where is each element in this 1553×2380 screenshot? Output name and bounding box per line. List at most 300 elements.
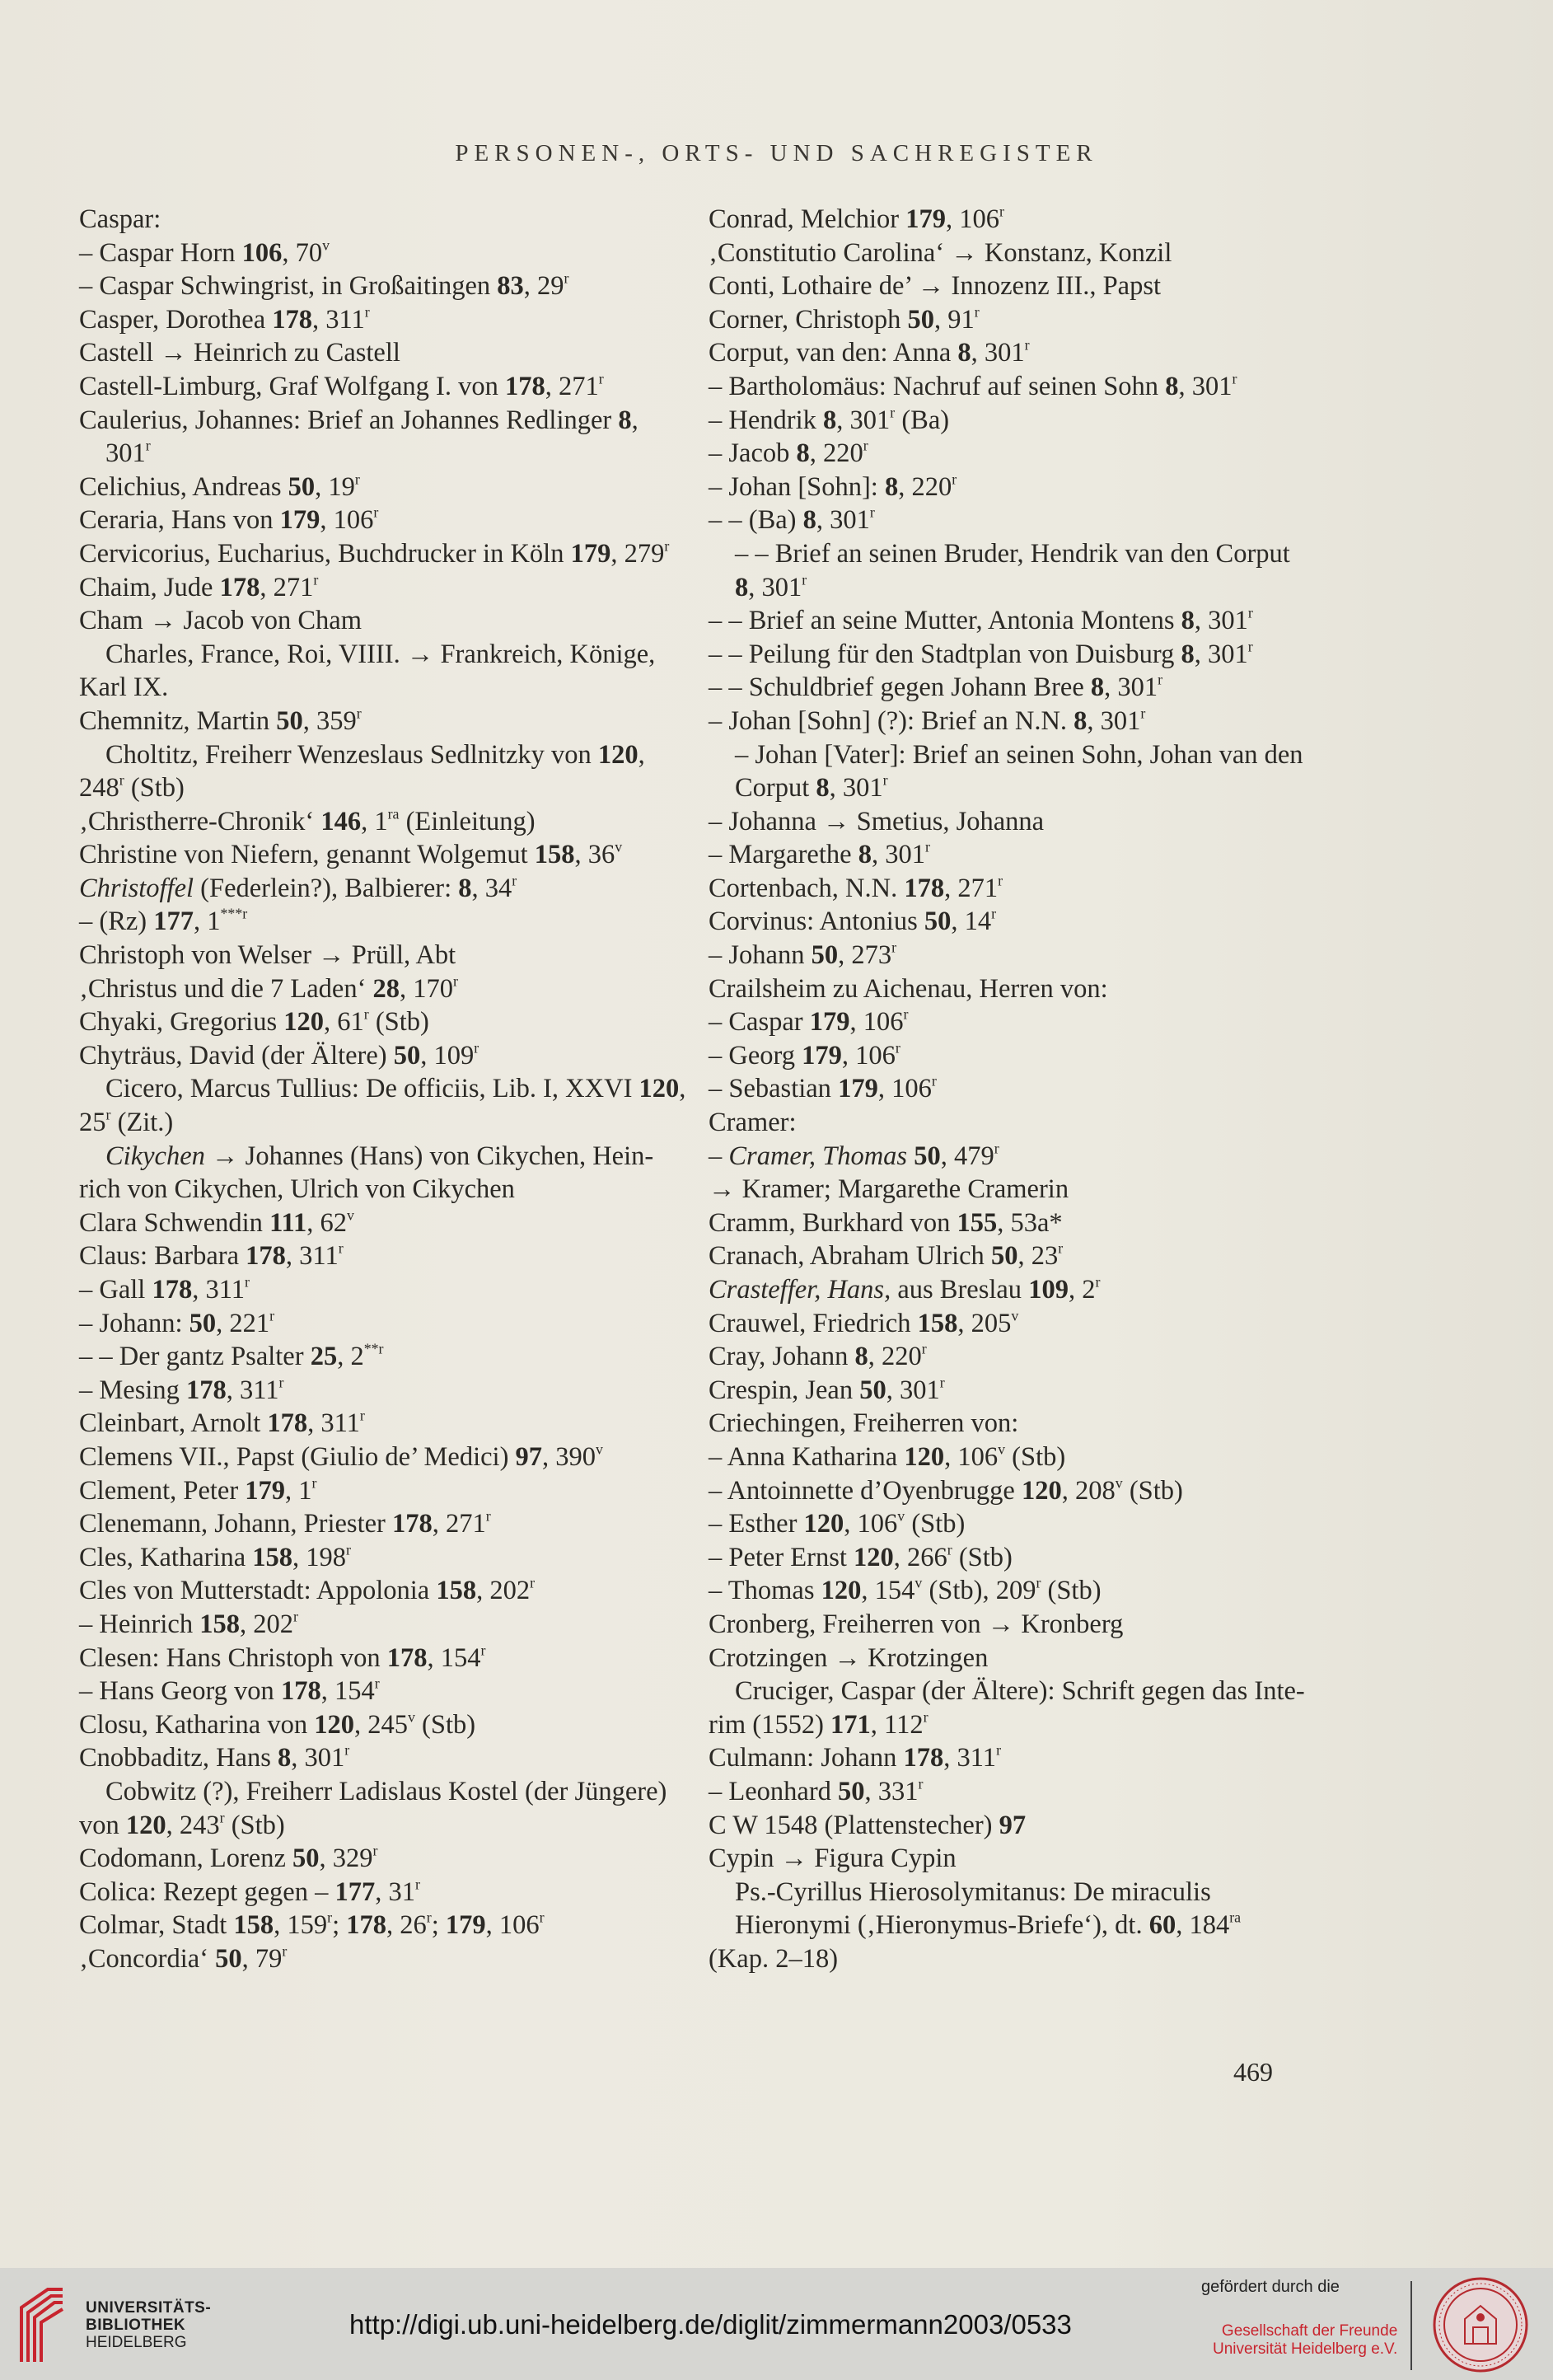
- leaf-side-marker: v: [914, 1574, 923, 1591]
- index-entry-line: [79, 671, 713, 705]
- entry-text: , 112: [870, 1709, 924, 1740]
- index-entry-line: [709, 738, 1368, 772]
- volume-number: 109: [1028, 1275, 1069, 1305]
- entry-text: , 1: [194, 907, 221, 937]
- index-entry-line: [79, 471, 713, 504]
- index-entry-line: [79, 905, 713, 939]
- index-entry-line: [79, 604, 713, 638]
- entry-text: – Anna Katharina: [709, 1441, 905, 1472]
- entry-text: Crauwel, Friedrich: [709, 1308, 918, 1338]
- entry-text: C W 1548 (Plattenstecher): [709, 1810, 999, 1840]
- entry-text: , 271: [432, 1509, 486, 1539]
- entry-text: Cobwitz (?), Freiherr Ladislaus Kostel (der Jüngere): [105, 1776, 667, 1806]
- entry-text: Cramer:: [709, 1108, 797, 1138]
- index-entry-line: [709, 1876, 1368, 1909]
- index-entry-line: [709, 805, 1368, 839]
- index-entry-line: [79, 269, 713, 303]
- entry-text: , 170: [400, 973, 454, 1004]
- entry-text: , 311: [285, 1241, 339, 1272]
- entry-text: (Federlein?), Balbierer:: [194, 873, 459, 903]
- volume-number: 179: [570, 538, 611, 569]
- entry-text: Corput: [735, 773, 816, 803]
- entry-text: , 2: [337, 1342, 364, 1372]
- entry-text: Castell-Limburg, Graf Wolfgang I. von: [79, 371, 505, 401]
- index-entry-line: [709, 1140, 1368, 1174]
- italic-term: Crasteffer, Hans,: [709, 1275, 891, 1305]
- index-entry-line: [709, 1474, 1368, 1508]
- volume-number: 8: [1090, 672, 1105, 703]
- viewer-footer: [0, 2268, 1553, 2380]
- index-entry-line: [79, 972, 713, 1006]
- volume-number: 50: [811, 940, 839, 971]
- entry-text: Crespin, Jean: [709, 1375, 860, 1405]
- entry-text: Cortenbach, N.N.: [709, 873, 905, 903]
- volume-number: 97: [999, 1810, 1027, 1840]
- index-entry-line: [79, 1140, 713, 1174]
- index-entry-line: [79, 838, 713, 872]
- leaf-side-marker: r: [282, 1942, 288, 1960]
- entry-text: – Johann:: [79, 1308, 189, 1338]
- entry-text: – Johan [Sohn]:: [709, 471, 885, 502]
- entry-text: – Sebastian: [709, 1074, 839, 1104]
- entry-text: , 62: [306, 1207, 347, 1238]
- entry-text: Closu, Katharina von: [79, 1709, 315, 1740]
- volume-number: 155: [957, 1207, 998, 1238]
- leaf-side-marker: r: [998, 872, 1003, 889]
- entry-text: ‚Constitutio Carolina‘ → Konstanz, Konzil: [709, 237, 1172, 268]
- index-entry-line: [709, 905, 1368, 939]
- leaf-side-marker: r: [1247, 638, 1253, 655]
- entry-text: –: [709, 1141, 729, 1171]
- entry-text: – – Brief an seinen Bruder, Hendrik van den Corput: [735, 538, 1290, 569]
- index-entry-line: [709, 1942, 1368, 1976]
- volume-number: 120: [1022, 1475, 1062, 1506]
- italic-term: Cikychen: [105, 1141, 205, 1171]
- leaf-side-marker: v: [897, 1507, 905, 1525]
- volume-number: 120: [597, 739, 639, 770]
- entry-text: Caulerius, Johannes: Brief an Johannes Redlinger: [79, 405, 619, 435]
- entry-text: , 311: [307, 1408, 360, 1439]
- entry-text: , 271: [260, 572, 314, 602]
- index-entry-line: [79, 404, 713, 438]
- leaf-side-marker: r: [311, 1474, 317, 1492]
- entry-text: → Kramer; Margarethe Cramerin: [709, 1174, 1069, 1205]
- entry-text: , 301: [291, 1743, 345, 1773]
- entry-text: , 220: [898, 471, 952, 502]
- volume-number: 179: [445, 1910, 486, 1941]
- entry-text: – – Der gantz Psalter: [79, 1342, 311, 1372]
- entry-text: – Hendrik: [709, 405, 823, 435]
- leaf-side-marker: **r: [363, 1340, 384, 1357]
- index-entry-line: [79, 872, 713, 906]
- leaf-side-marker: r: [346, 1541, 351, 1558]
- leaf-side-marker: r: [344, 1741, 350, 1759]
- leaf-side-marker: r: [869, 504, 875, 521]
- leaf-side-marker: r: [1095, 1273, 1101, 1291]
- index-entry-line: [709, 638, 1368, 672]
- entry-text: , 301: [1087, 705, 1141, 736]
- entry-text: rich von Cikychen, Ulrich von Cikychen: [79, 1174, 515, 1205]
- entry-text: – Caspar Horn: [79, 237, 242, 268]
- library-name-line-2: BIBLIOTHEK: [86, 2317, 186, 2334]
- entry-text: , 390: [542, 1441, 596, 1472]
- entry-text: – Heinrich: [79, 1609, 200, 1639]
- permalink-url[interactable]: http://digi.ub.uni-heidelberg.de/diglit/zimmermann2003/0533: [349, 2309, 1072, 2340]
- entry-text: Choltitz, Freiherr Wenzeslaus Sedlnitzky von: [105, 739, 598, 770]
- index-entry-line: [709, 1842, 1368, 1876]
- entry-text: Clement, Peter: [79, 1475, 246, 1506]
- entry-text: Celichius, Andreas: [79, 471, 288, 502]
- entry-text: (Stb): [952, 1542, 1013, 1572]
- leaf-side-marker: r: [1140, 705, 1146, 722]
- leaf-side-marker: r: [891, 939, 897, 956]
- entry-text: Colmar, Stadt: [79, 1910, 234, 1941]
- entry-text: , 273: [838, 940, 892, 971]
- index-entry-line: [79, 1340, 713, 1374]
- index-entry-line: [79, 1005, 713, 1039]
- index-entry-line: [709, 571, 1368, 605]
- leaf-side-marker: r: [354, 471, 360, 488]
- entry-text: , 311: [943, 1743, 997, 1773]
- leaf-side-marker: r: [890, 404, 896, 421]
- entry-text: Clara Schwendin: [79, 1207, 270, 1238]
- volume-number: 120: [821, 1576, 862, 1606]
- leaf-side-marker: r: [364, 303, 370, 321]
- entry-text: , 301: [816, 505, 870, 536]
- index-entry-line: [709, 705, 1368, 738]
- entry-text: Cles von Mutterstadt: Appolonia: [79, 1576, 437, 1606]
- volume-number: 179: [809, 1007, 850, 1038]
- library-name: [86, 2299, 211, 2351]
- entry-text: , 202: [476, 1576, 531, 1606]
- volume-number: 177: [153, 907, 194, 937]
- entry-text: , 220: [868, 1342, 922, 1372]
- index-entry-line: [79, 1173, 713, 1206]
- leaf-side-marker: r: [245, 1273, 250, 1291]
- entry-text: , 205: [957, 1308, 1012, 1338]
- leaf-side-marker: r: [918, 1775, 924, 1792]
- volume-number: 111: [269, 1207, 307, 1238]
- entry-text: – Peter Ernst: [709, 1542, 854, 1572]
- leaf-side-marker: r: [1024, 336, 1030, 354]
- volume-number: 8: [884, 471, 899, 502]
- entry-text: , 301: [871, 840, 925, 870]
- entry-text: , 106: [849, 1007, 904, 1038]
- index-entry-line: [79, 1541, 713, 1575]
- index-entry-line: [79, 1942, 713, 1976]
- volume-number: 146: [320, 806, 362, 836]
- index-entry-line: [709, 1239, 1368, 1273]
- entry-text: , 61: [323, 1007, 364, 1038]
- entry-text: , 301: [971, 338, 1025, 368]
- index-entry-line: [709, 1708, 1368, 1742]
- leaf-side-marker: r: [313, 571, 319, 588]
- entry-text: , 329: [319, 1844, 373, 1874]
- volume-number: 28: [372, 973, 400, 1004]
- volume-number: 97: [515, 1441, 543, 1472]
- volume-number: 178: [505, 371, 545, 401]
- index-entry-line: [79, 1775, 713, 1809]
- index-entry-line: [709, 471, 1368, 504]
- entry-text: ,: [679, 1074, 686, 1104]
- entry-text: , 208: [1061, 1475, 1116, 1506]
- entry-text: – (Rz): [79, 907, 154, 937]
- library-name-line-3: HEIDELBERG: [86, 2334, 187, 2351]
- index-entry-line: [709, 939, 1368, 972]
- leaf-side-marker: r: [903, 1005, 909, 1023]
- index-entry-line: [709, 1273, 1368, 1307]
- volume-number: 50: [990, 1241, 1018, 1272]
- entry-text: – Thomas: [709, 1576, 821, 1606]
- leaf-side-marker: v: [407, 1708, 415, 1726]
- index-entry-line: [709, 336, 1368, 370]
- entry-text: , 106: [841, 1040, 896, 1071]
- leaf-side-marker: r: [664, 537, 670, 555]
- entry-text: Castell → Heinrich zu Castell: [79, 338, 400, 368]
- entry-text: → Johannes (Hans) von Cikychen, Hein-: [204, 1141, 654, 1171]
- entry-text: , 23: [1017, 1241, 1059, 1272]
- entry-text: , 301: [836, 405, 891, 435]
- entry-text: Corput, van den: Anna: [709, 338, 958, 368]
- entry-text: Cruciger, Caspar (der Ältere): Schrift gegen das Inte-: [735, 1676, 1305, 1707]
- entry-text: , 1: [285, 1475, 312, 1506]
- society-name-line-2: Universität Heidelberg e.V.: [1213, 2340, 1398, 2358]
- leaf-side-marker: r: [895, 1039, 900, 1056]
- entry-text: , 79: [241, 1943, 283, 1974]
- leaf-side-marker: ***r: [220, 906, 248, 923]
- entry-text: , 154: [427, 1642, 481, 1673]
- volume-number: 177: [334, 1876, 376, 1907]
- leaf-side-marker: v: [1115, 1474, 1123, 1492]
- library-name-line-1: UNIVERSITÄTS-: [86, 2299, 212, 2317]
- leaf-side-marker: r: [453, 972, 458, 990]
- index-entry-line: [709, 1407, 1368, 1441]
- index-entry-line: [709, 1909, 1368, 1942]
- leaf-side-marker: r: [974, 303, 980, 321]
- entry-text: 301: [105, 438, 146, 469]
- entry-text: , 266: [893, 1542, 947, 1572]
- volume-number: 158: [233, 1910, 274, 1941]
- volume-number: 50: [276, 705, 303, 736]
- entry-text: Crailsheim zu Aichenau, Herren von:: [709, 973, 1108, 1004]
- volume-number: 178: [904, 873, 945, 903]
- entry-text: Ps.-Cyrillus Hierosolymitanus: De miraculis: [735, 1876, 1211, 1907]
- leaf-side-marker: r: [996, 1741, 1002, 1759]
- index-entry-line: [79, 1876, 713, 1909]
- entry-text: Chemnitz, Martin: [79, 705, 277, 736]
- entry-text: Charles, France, Roi, VIIII. → Frankreich, Könige,: [105, 639, 656, 669]
- volume-number: 120: [904, 1441, 945, 1472]
- entry-text: ‚Christus und die 7 Laden‘: [79, 973, 373, 1004]
- volume-number: 8: [796, 438, 810, 469]
- volume-number: 158: [252, 1542, 293, 1572]
- index-entry-line: [79, 1307, 713, 1341]
- index-entry-line: [709, 1106, 1368, 1140]
- entry-text: Chyaki, Gregorius: [79, 1007, 284, 1038]
- volume-number: 8: [278, 1743, 292, 1773]
- index-entry-line: [79, 1675, 713, 1708]
- volume-number: 8: [1074, 705, 1088, 736]
- entry-text: ‚Concordia‘: [79, 1943, 216, 1974]
- leaf-side-marker: r: [414, 1876, 420, 1893]
- index-entry-line: [709, 504, 1368, 537]
- entry-text: – Caspar: [709, 1007, 810, 1038]
- volume-number: 50: [292, 1844, 320, 1874]
- index-entry-line: [709, 771, 1368, 805]
- entry-text: , 106: [944, 1441, 999, 1472]
- leaf-side-marker: r: [474, 1039, 479, 1056]
- entry-text: Clesen: Hans Christoph von: [79, 1642, 387, 1673]
- entry-text: , 301: [1104, 672, 1158, 703]
- volume-number: 178: [219, 572, 260, 602]
- index-entry-line: [709, 1173, 1368, 1206]
- index-entry-line: [709, 303, 1368, 337]
- entry-text: (Stb): [224, 1810, 285, 1840]
- entry-text: , 154: [320, 1676, 375, 1707]
- entry-text: rim (1552): [709, 1709, 831, 1740]
- volume-number: 8: [618, 405, 632, 435]
- volume-number: 120: [314, 1709, 354, 1740]
- volume-number: 178: [903, 1743, 944, 1773]
- leaf-side-marker: r: [1058, 1240, 1064, 1257]
- index-entry-line: [79, 1708, 713, 1742]
- entry-text: Criechingen, Freiherren von:: [709, 1408, 1019, 1439]
- index-entry-line: [79, 336, 713, 370]
- leaf-side-marker: r: [991, 906, 997, 923]
- volume-number: 8: [735, 572, 749, 602]
- entry-text: , 331: [864, 1776, 919, 1806]
- volume-number: 8: [858, 840, 872, 870]
- entry-text: 248: [79, 773, 119, 803]
- entry-text: , 53a*: [997, 1207, 1063, 1238]
- index-entry-line: [79, 1106, 713, 1140]
- volume-number: 50: [288, 471, 316, 502]
- entry-text: Cervicorius, Eucharius, Buchdrucker in Köln: [79, 538, 571, 569]
- index-entry-line: [79, 437, 713, 471]
- volume-number: 25: [310, 1342, 338, 1372]
- library-logo-icon[interactable]: [15, 2283, 69, 2367]
- entry-text: (Stb), 209: [922, 1576, 1036, 1606]
- entry-text: Cicero, Marcus Tullius: De officiis, Lib. I, XXVI: [105, 1074, 639, 1104]
- entry-text: Colica: Rezept gegen –: [79, 1876, 335, 1907]
- leaf-side-marker: v: [322, 237, 330, 254]
- running-head: PERSONEN-, ORTS- UND SACHREGISTER: [455, 140, 1098, 166]
- volume-number: 120: [125, 1810, 166, 1840]
- index-entry-line: [709, 1005, 1368, 1039]
- volume-number: 8: [802, 505, 816, 536]
- leaf-side-marker: r: [947, 1541, 952, 1558]
- entry-text: – Georg: [709, 1040, 802, 1071]
- leaf-side-marker: r: [480, 1642, 486, 1659]
- index-entry-line: [709, 437, 1368, 471]
- leaf-side-marker: r: [338, 1240, 344, 1257]
- volume-number: 158: [436, 1576, 477, 1606]
- entry-text: (Zit.): [110, 1108, 174, 1138]
- volume-number: 8: [957, 338, 971, 368]
- entry-text: Conrad, Melchior: [709, 204, 906, 234]
- funded-by-text: gefördert durch die: [1201, 2278, 1340, 2296]
- index-entry-line: [79, 705, 713, 738]
- index-entry-line: [709, 1206, 1368, 1240]
- entry-text: Karl IX.: [79, 672, 169, 703]
- entry-text: Cles, Katharina: [79, 1542, 253, 1572]
- entry-text: , 19: [315, 471, 355, 502]
- index-entry-line: [709, 1340, 1368, 1374]
- volume-number: 179: [905, 204, 946, 234]
- index-entry-line: [79, 1574, 713, 1608]
- leaf-side-marker: r: [327, 1909, 333, 1926]
- entry-text: – Leonhard: [709, 1776, 839, 1806]
- entry-text: (Stb): [1005, 1441, 1066, 1472]
- entry-text: (Einleitung): [399, 806, 536, 836]
- volume-number: 158: [534, 840, 575, 870]
- entry-text: , 106: [320, 505, 374, 536]
- index-entry-line: [709, 1574, 1368, 1608]
- index-entry-line: [79, 1407, 713, 1441]
- entry-text: Chyträus, David (der Ältere): [79, 1040, 394, 1071]
- index-entry-line: [79, 1474, 713, 1508]
- entry-text: , 31: [375, 1876, 415, 1907]
- index-entry-line: [709, 1374, 1368, 1408]
- entry-text: – Gall: [79, 1275, 152, 1305]
- volume-number: 179: [802, 1040, 842, 1071]
- index-entry-line: [709, 269, 1368, 303]
- leaf-side-marker: r: [359, 1407, 365, 1424]
- entry-text: ,: [638, 739, 645, 770]
- entry-text: – – (Ba): [709, 505, 803, 536]
- index-entry-line: [709, 1809, 1368, 1843]
- volume-number: 50: [924, 907, 952, 937]
- volume-number: 158: [199, 1609, 240, 1639]
- index-entry-line: [79, 939, 713, 972]
- entry-text: Cronberg, Freiherren von → Kronberg: [709, 1609, 1124, 1639]
- entry-text: – – Peilung für den Stadtplan von Duisburg: [709, 639, 1181, 669]
- index-entry-line: [79, 738, 713, 772]
- page-number: 469: [1233, 2057, 1273, 2087]
- entry-text: Corner, Christoph: [709, 304, 908, 335]
- entry-text: ;: [431, 1910, 446, 1941]
- leaf-side-marker: r: [269, 1307, 275, 1324]
- entry-text: , 36: [574, 840, 615, 870]
- entry-text: (Stb): [905, 1509, 966, 1539]
- index-entry-line: [79, 571, 713, 605]
- volume-number: 50: [215, 1943, 242, 1974]
- entry-text: , 311: [192, 1275, 246, 1305]
- leaf-side-marker: r: [939, 1374, 945, 1391]
- entry-text: , 202: [239, 1609, 293, 1639]
- entry-text: , 220: [809, 438, 863, 469]
- volume-number: 83: [497, 271, 524, 302]
- entry-text: Clenemann, Johann, Priester: [79, 1509, 392, 1539]
- leaf-side-marker: r: [426, 1909, 432, 1926]
- entry-text: , 91: [934, 304, 975, 335]
- entry-text: Christine von Niefern, genannt Wolgemut: [79, 840, 535, 870]
- index-entry-line: [79, 1842, 713, 1876]
- entry-text: Corvinus: Antonius: [709, 907, 924, 937]
- index-entry-line: [709, 1307, 1368, 1341]
- volume-number: 50: [393, 1040, 421, 1071]
- index-entry-line: [79, 1374, 713, 1408]
- index-entry-line: [709, 1775, 1368, 1809]
- entry-text: – Margarethe: [709, 840, 858, 870]
- entry-text: (Kap. 2–18): [709, 1943, 839, 1974]
- entry-text: (Stb): [368, 1007, 429, 1038]
- volume-number: 178: [246, 1241, 286, 1272]
- leaf-side-marker: r: [923, 1708, 929, 1726]
- society-name[interactable]: [1213, 2322, 1397, 2359]
- leaf-side-marker: r: [931, 1073, 937, 1090]
- society-name-line-1: Gesellschaft der Freunde: [1221, 2322, 1398, 2340]
